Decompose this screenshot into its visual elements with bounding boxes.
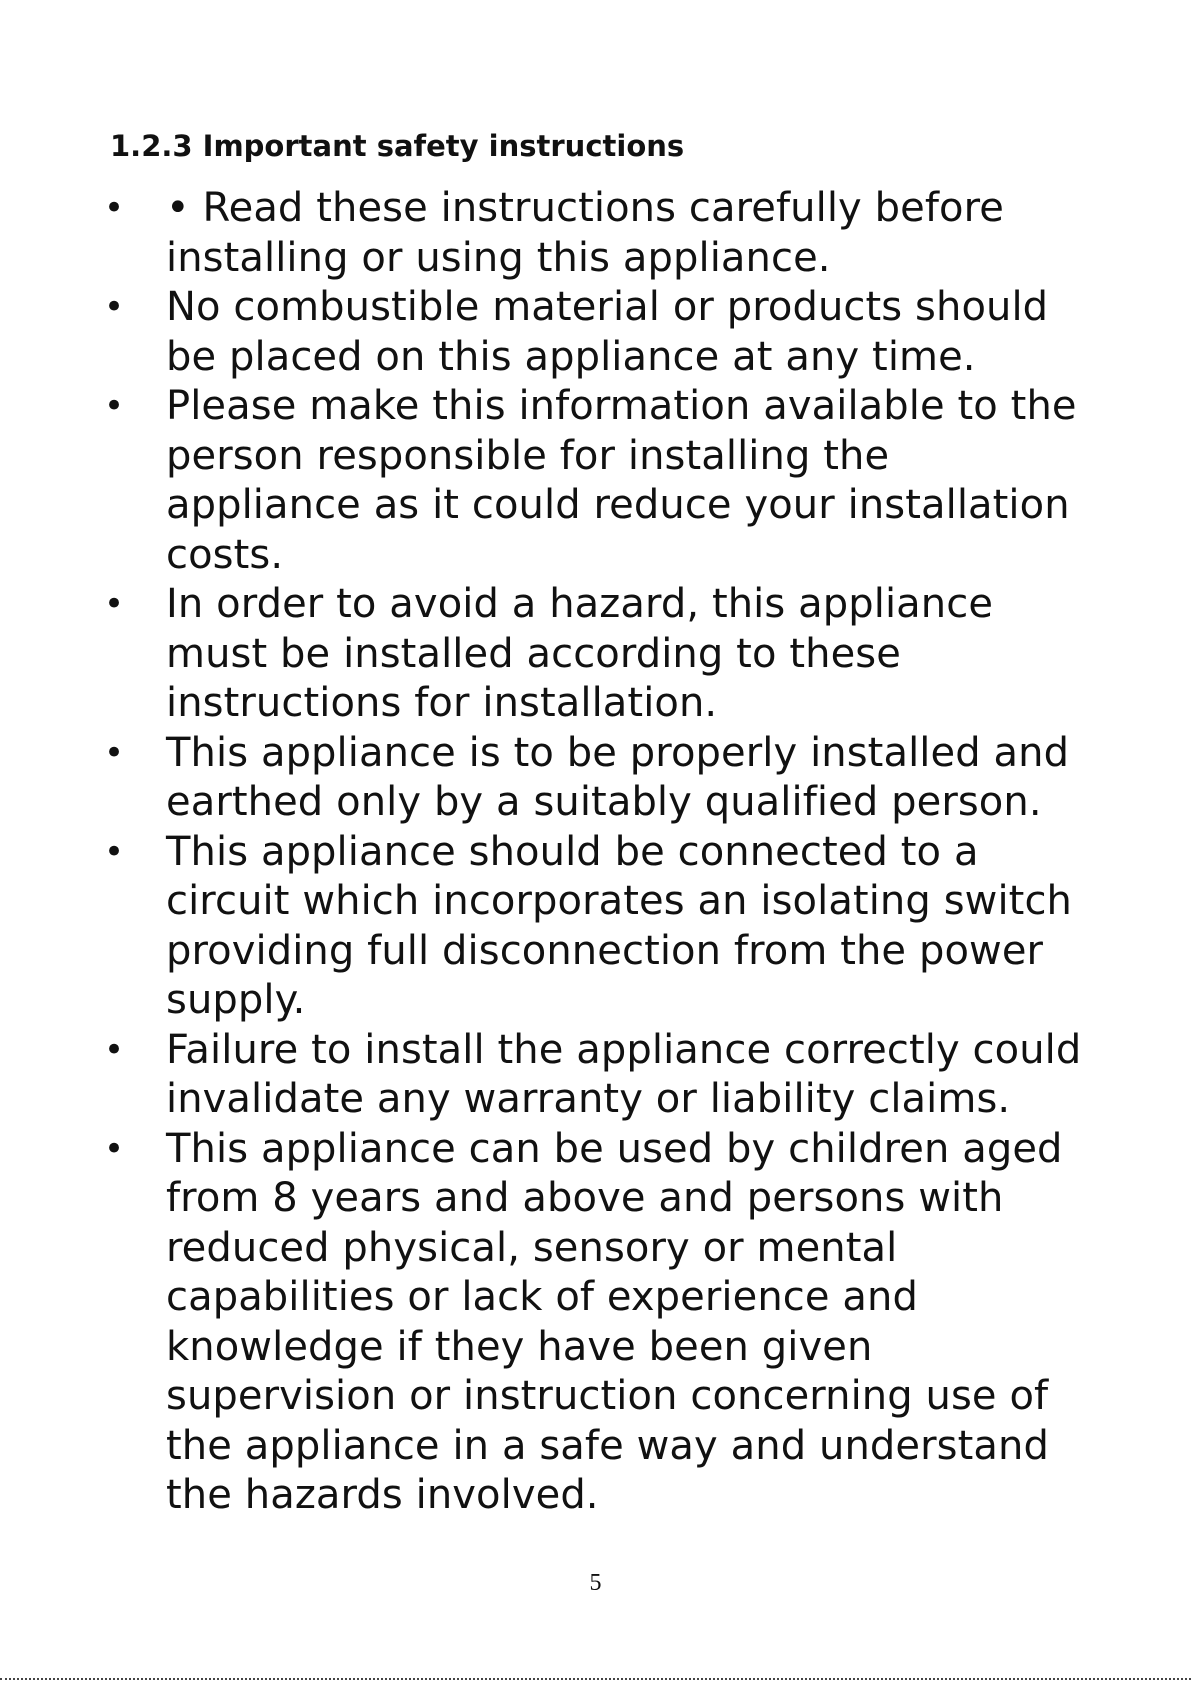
bullet-icon: •	[104, 1029, 125, 1070]
list-item	[0, 1026, 1191, 1125]
list-item	[0, 828, 1191, 1026]
instruction-text: • Read these instructions carefully before installing or using this appliance.	[166, 185, 1004, 281]
bullet-icon: •	[104, 1128, 125, 1169]
instruction-text: Please make this information available to the person responsible for installing the appliance as it could reduce your installation costs.	[166, 383, 1077, 578]
bullet-icon: •	[104, 386, 125, 426]
bullet-icon: •	[104, 831, 125, 872]
instruction-text: This appliance should be connected to a circuit which incorporates an isolating switch providing full disconnection from the power supply.	[166, 828, 1072, 1023]
section-heading: 1.2.3 Important safety instructions	[110, 129, 685, 163]
list-item	[0, 1125, 1191, 1521]
list-item	[0, 729, 1191, 828]
page-number: 5	[589, 1570, 602, 1596]
bullet-icon: •	[104, 584, 125, 624]
safety-instructions-list	[0, 184, 1191, 1521]
list-item	[0, 382, 1191, 580]
bullet-icon: •	[104, 188, 125, 228]
instruction-text: Failure to install the appliance correctly could invalidate any warranty or liability claims.	[166, 1026, 1082, 1122]
bullet-icon: •	[104, 732, 125, 773]
list-item	[0, 580, 1191, 729]
list-item	[0, 283, 1191, 382]
instruction-text: This appliance is to be properly installed and earthed only by a suitably qualified person.	[166, 729, 1070, 825]
list-item	[0, 184, 1191, 283]
instruction-text: This appliance can be used by children aged from 8 years and above and persons with reduced physical, sensory or mental capabilities or lack of experience and knowledge if they have been given supervision or instruction concerning use of the appliance in a safe way and understand the hazards involved.	[166, 1125, 1063, 1518]
bullet-icon: •	[104, 287, 125, 327]
bottom-divider	[0, 1678, 1191, 1680]
instruction-text: In order to avoid a hazard, this appliance must be installed according to these instructions for installation.	[166, 581, 994, 726]
instruction-text: No combustible material or products should be placed on this appliance at any time.	[166, 284, 1049, 380]
